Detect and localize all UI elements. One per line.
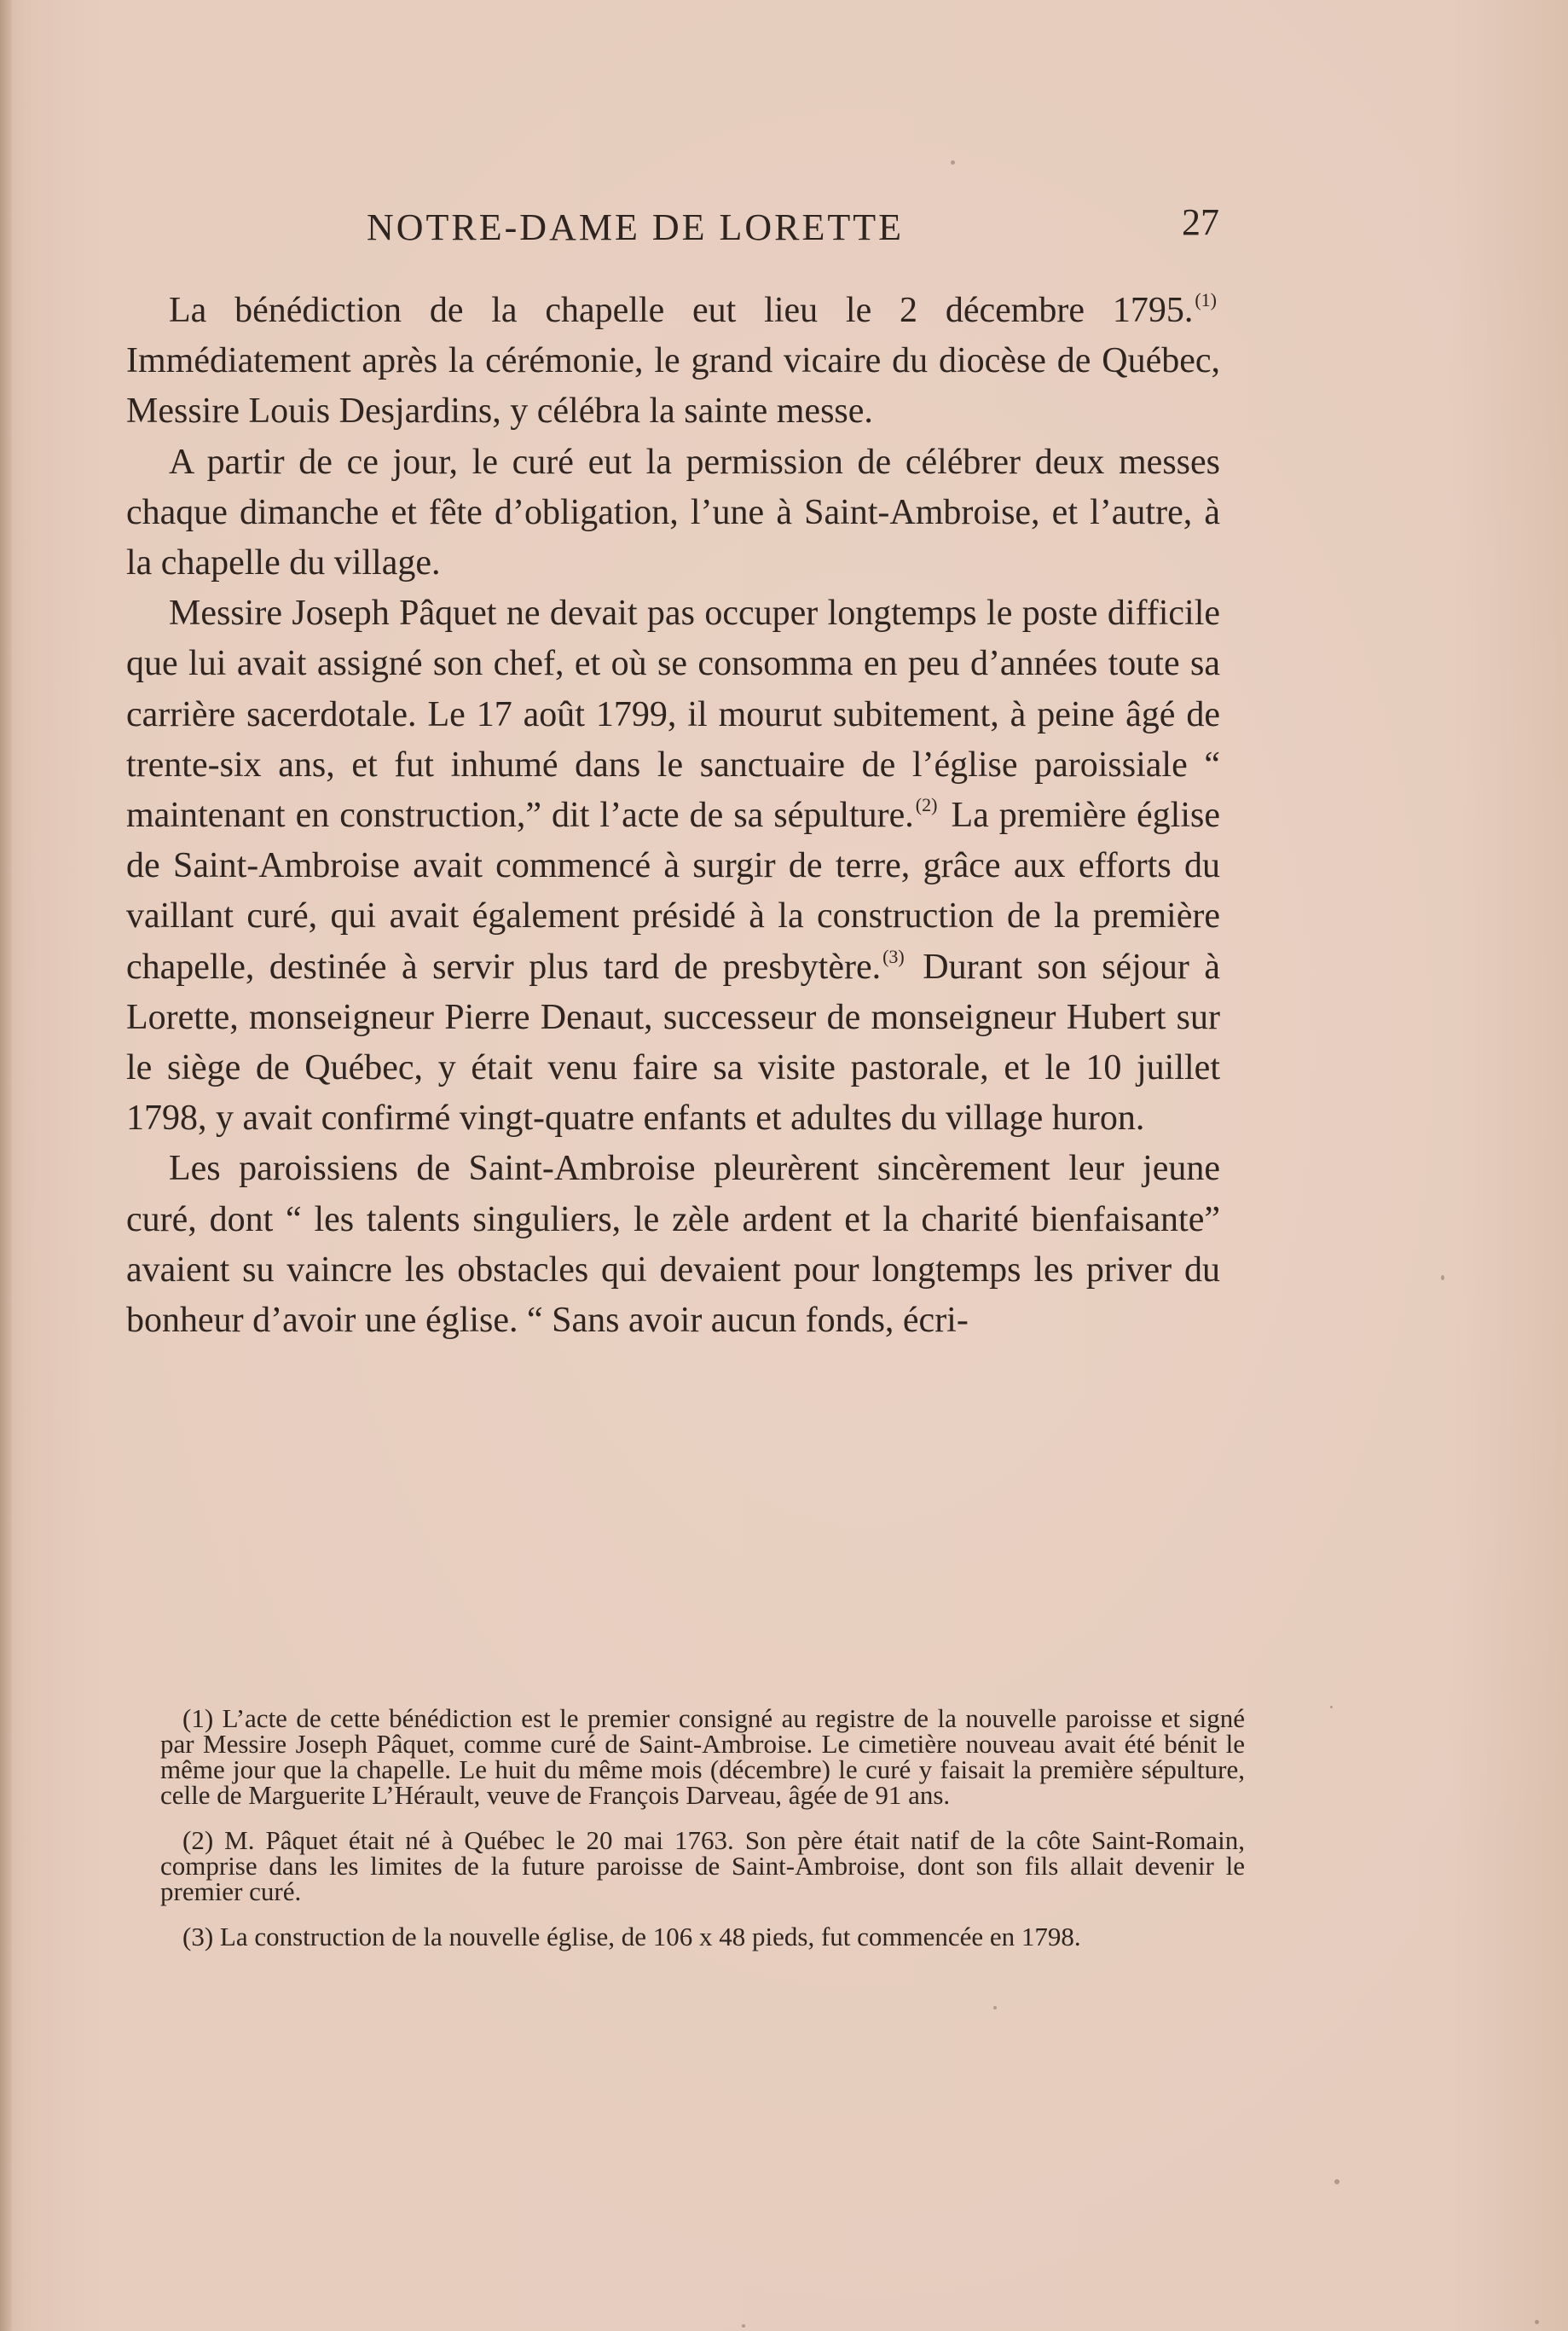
footnote-reference: (1) — [1195, 289, 1217, 310]
footnote-reference: (3) — [882, 945, 905, 967]
paragraph-text: La bénédiction de la chapelle eut lieu le 2 décembre 1795. — [169, 291, 1194, 330]
paragraph-text: La première église de Saint-Ambroise avait commencé à surgir de terre, grâce aux efforts du vaillant curé, qui avait également présidé à la construction de la première chapelle, destinée à servir plus tard de presbytère. — [126, 796, 1221, 987]
paragraph-text: Immédiatement après la cérémonie, le grand vicaire du diocèse de Québec, Messire Louis Desjardins, y célébra la sainte messe. — [126, 341, 1220, 432]
footnote: (1) L’acte de cette bénédiction est le premier consigné au registre de la nouvelle paroisse et signé par Messire Joseph Pâquet, comme curé de Saint-Ambroise. Le cimetière nouveau avait été bénit le même jour que la chapelle. Le huit du même mois (décembre) le curé y faisait la première sépulture, celle de Marguerite L’Hérault, veuve de François Darveau, âgée de 91 ans. — [160, 1703, 1245, 1810]
body-paragraph — [126, 589, 1220, 1144]
body-paragraph — [126, 286, 1220, 438]
footnote: (2) M. Pâquet était né à Québec le 20 mai 1763. Son père était natif de la côte Saint-Romain, comprise dans les limites de la future paroisse de Saint-Ambroise, dont son fils allait devenir le premier curé. — [160, 1825, 1245, 1906]
running-title: NOTRE-DAME DE LORETTE — [367, 206, 905, 248]
footnote-reference: (2) — [915, 794, 938, 816]
page-header — [136, 200, 1219, 252]
body-text — [126, 286, 1220, 1346]
paragraph-text: Messire Joseph Pâquet ne devait pas occuper longtemps le poste difficile que lui avait assigné son chef, et où se consomma en peu d’années toute sa carrière sacerdotale. Le 17 août 1799, il mourut subitement, à peine âgé de trente-six ans, et fut inhumé dans le sanctuaire de l’église paroissiale “ maintenant en construction,” dit l’acte de sa sépulture. — [126, 594, 1220, 836]
paragraph-text: Durant son séjour à Lorette, monseigneur Pierre Denaut, successeur de monseigneur Hubert sur le siège de Québec, y était venu faire sa visite pastorale, et le 10 juillet 1798, y avait confirmé vingt-quatre enfants et adultes du village huron. — [126, 947, 1220, 1139]
body-paragraph — [126, 438, 1220, 589]
paragraph-text: Les paroissiens de Saint-Ambroise pleurèrent sincèrement leur jeune curé, dont “ les talents singuliers, le zèle ardent et la charité bienfaisante” avaient su vaincre les obstacles qui devaient pour longtemps les priver du bonheur d’avoir une église. “ Sans avoir aucun fonds, écri- — [126, 1149, 1220, 1341]
footnotes — [160, 1703, 1245, 1969]
page-number: 27 — [1182, 201, 1219, 243]
footnote: (3) La construction de la nouvelle église, de 106 x 48 pieds, fut commencée en 1798. — [182, 1922, 1081, 1951]
binding-gutter — [0, 0, 12, 2331]
paragraph-text: A partir de ce jour, le curé eut la permission de célébrer deux messes chaque dimanche et fête d’obligation, l’une à Saint-Ambroise, et l’autre, à la chapelle du village. — [126, 442, 1220, 583]
body-paragraph — [126, 1144, 1220, 1346]
